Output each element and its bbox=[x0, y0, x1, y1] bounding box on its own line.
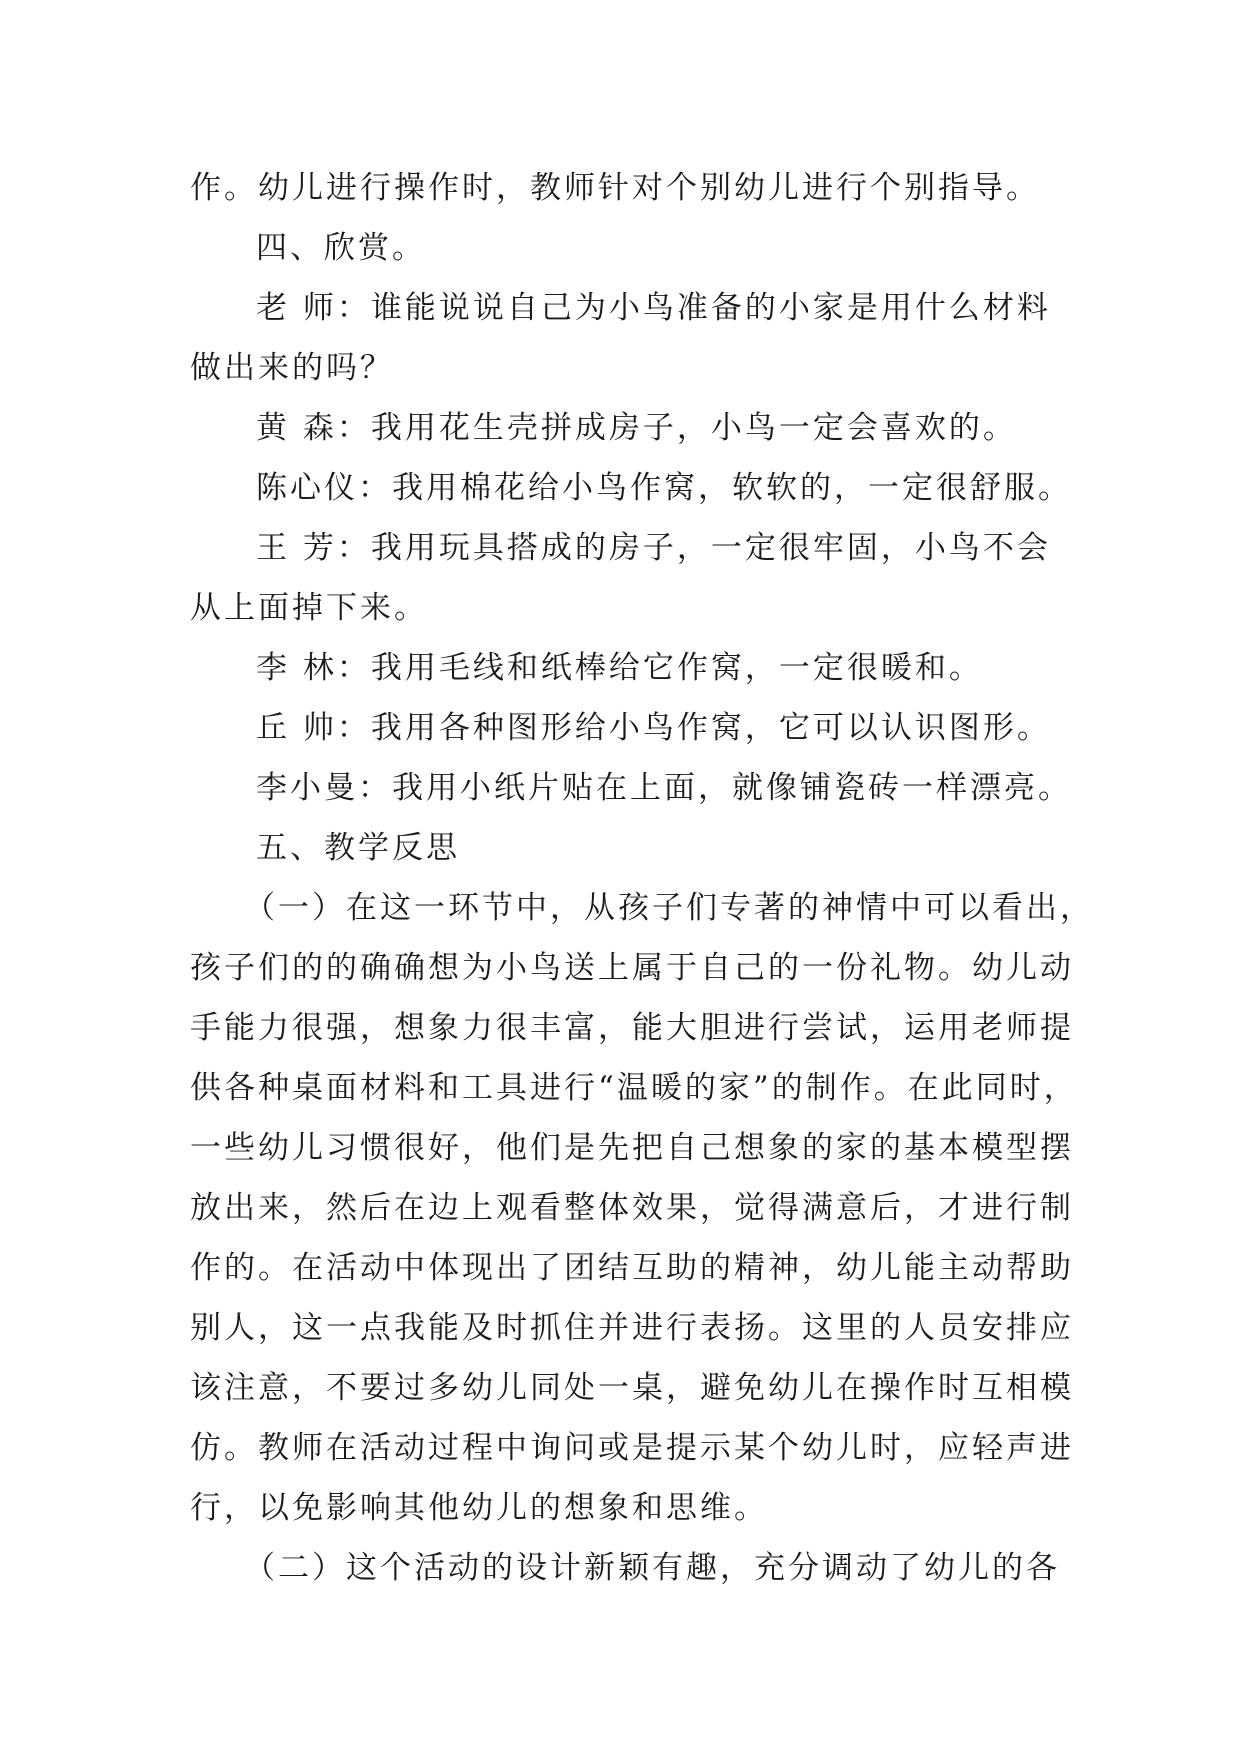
text-line: 行，以免影响其他幼儿的想象和思维。 bbox=[190, 1490, 768, 1526]
section-heading: 四、欣赏。 bbox=[256, 230, 426, 266]
text-line: 作的。在活动中体现出了团结互助的精神，幼儿能主动帮助 bbox=[190, 1250, 1074, 1286]
paragraph-start: （二）这个活动的设计新颖有趣，充分调动了幼儿的各 bbox=[244, 1550, 1060, 1586]
text-line: 别人，这一点我能及时抓住并进行表扬。这里的人员安排应 bbox=[190, 1310, 1074, 1346]
dialogue-line: 黄 森：我用花生壳拼成房子，小鸟一定会喜欢的。 bbox=[256, 410, 1017, 446]
text-line: 作。幼儿进行操作时，教师针对个别幼儿进行个别指导。 bbox=[190, 170, 1040, 206]
text-line: 做出来的吗？ bbox=[190, 350, 394, 386]
document-page bbox=[190, 158, 1094, 1598]
section-heading: 五、教学反思 bbox=[256, 830, 460, 866]
dialogue-line: 李小曼：我用小纸片贴在上面，就像铺瓷砖一样漂亮。 bbox=[256, 770, 1072, 806]
text-line: 放出来，然后在边上观看整体效果，觉得满意后，才进行制 bbox=[190, 1190, 1074, 1226]
text-line: 孩子们的的确确想为小鸟送上属于自己的一份礼物。幼儿动 bbox=[190, 950, 1074, 986]
text-line: 手能力很强，想象力很丰富，能大胆进行尝试，运用老师提 bbox=[190, 1010, 1074, 1046]
dialogue-line: 陈心仪：我用棉花给小鸟作窝，软软的，一定很舒服。 bbox=[256, 470, 1072, 506]
text-line: 该注意，不要过多幼儿同处一桌，避免幼儿在操作时互相模 bbox=[190, 1370, 1074, 1406]
text-line: 一些幼儿习惯很好，他们是先把自己想象的家的基本模型摆 bbox=[190, 1130, 1074, 1166]
text-line: 供各种桌面材料和工具进行“温暖的家”的制作。在此同时， bbox=[190, 1070, 1078, 1106]
text-line: 从上面掉下来。 bbox=[190, 590, 428, 626]
text-line: 仿。教师在活动过程中询问或是提示某个幼儿时，应轻声进 bbox=[190, 1430, 1074, 1466]
dialogue-line: 李 林：我用毛线和纸棒给它作窝，一定很暖和。 bbox=[256, 650, 983, 686]
dialogue-line: 丘 帅：我用各种图形给小鸟作窝，它可以认识图形。 bbox=[256, 710, 1051, 746]
dialogue-line: 王 芳：我用玩具搭成的房子，一定很牢固，小鸟不会 bbox=[256, 530, 1051, 566]
paragraph-start: （一）在这一环节中，从孩子们专著的神情中可以看出， bbox=[244, 890, 1094, 926]
dialogue-line: 老 师：谁能说说自己为小鸟准备的小家是用什么材料 bbox=[256, 290, 1051, 326]
